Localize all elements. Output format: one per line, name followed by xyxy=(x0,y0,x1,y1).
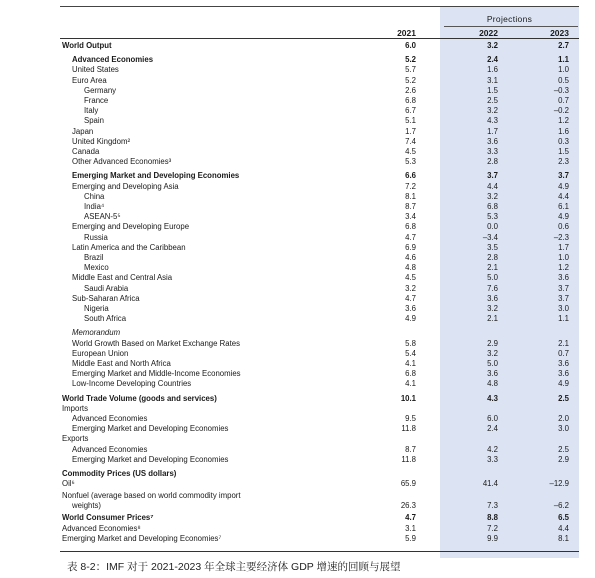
cell-2021: 6.7 xyxy=(405,106,416,116)
row-label: Emerging and Developing Europe xyxy=(72,222,190,232)
cell-2021: 4.1 xyxy=(405,379,416,389)
cell-2022: 3.1 xyxy=(487,75,498,85)
row-label: Brazil xyxy=(84,253,104,262)
cell-2021: 6.6 xyxy=(405,171,416,181)
table-row xyxy=(60,182,579,192)
cell-2021: 11.8 xyxy=(401,424,416,434)
cell-2021: 4.1 xyxy=(405,359,416,368)
cell-2022: 1.7 xyxy=(487,126,498,136)
cell-2023: 4.4 xyxy=(558,191,569,201)
table-row xyxy=(60,394,579,404)
cell-2021: 6.8 xyxy=(405,369,416,379)
cell-2023: 1.2 xyxy=(558,116,569,126)
cell-2023: 3.7 xyxy=(558,171,569,181)
cell-2021: 3.2 xyxy=(405,283,416,293)
cell-2021: 6.8 xyxy=(405,96,416,105)
table-row xyxy=(60,513,579,523)
cell-2022: 3.2 xyxy=(487,304,498,313)
cell-2023: 2.9 xyxy=(558,454,569,464)
table-row xyxy=(60,96,579,106)
cell-2022: 3.2 xyxy=(487,348,498,358)
cell-2021: 5.1 xyxy=(405,116,416,126)
cell-2023: 3.0 xyxy=(558,424,569,434)
row-label: Other Advanced Economies³ xyxy=(72,157,172,167)
table-row xyxy=(60,534,579,544)
table-row xyxy=(60,314,579,324)
table-row xyxy=(60,116,579,126)
cell-2023: 1.1 xyxy=(558,55,569,65)
cell-2021: 8.1 xyxy=(405,191,416,201)
table-row xyxy=(60,243,579,253)
table-row xyxy=(60,359,579,369)
cell-2023: 2.0 xyxy=(558,414,569,423)
cell-2023: 1.2 xyxy=(558,263,569,273)
cell-2023: 1.7 xyxy=(558,242,569,252)
cell-2021: 5.7 xyxy=(405,65,416,75)
cell-2022: 3.6 xyxy=(487,293,498,303)
cell-2023: 3.7 xyxy=(558,283,569,293)
table-row xyxy=(60,202,579,212)
table-row xyxy=(60,369,579,379)
cell-2022: 4.2 xyxy=(487,444,498,454)
cell-2021: 7.2 xyxy=(405,181,416,191)
cell-2023: 0.7 xyxy=(558,348,569,358)
cell-2022: 7.2 xyxy=(487,523,498,533)
table-row xyxy=(60,455,579,465)
table-row xyxy=(60,379,579,389)
row-label: Middle East and Central Asia xyxy=(72,273,173,283)
row-label: World Trade Volume (goods and services) xyxy=(62,393,217,403)
table-row xyxy=(60,491,579,501)
cell-2021: 4.5 xyxy=(405,147,416,156)
cell-2022: 4.8 xyxy=(487,379,498,389)
cell-2022: 8.8 xyxy=(487,513,498,523)
row-label: Nigeria xyxy=(84,304,109,313)
cell-2021: 6.8 xyxy=(405,222,416,232)
cell-2021: 4.8 xyxy=(405,263,416,273)
row-label: Italy xyxy=(84,106,99,116)
cell-2023: –0.2 xyxy=(553,106,569,116)
row-label: Emerging Market and Developing Economies xyxy=(72,454,229,464)
cell-2022: –3.4 xyxy=(482,232,498,242)
cell-2021: 4.5 xyxy=(405,273,416,283)
table-row xyxy=(60,41,579,51)
cell-2023: 2.7 xyxy=(558,41,569,50)
cell-2023: 3.7 xyxy=(558,293,569,303)
cell-2023: 3.6 xyxy=(558,369,569,379)
table-row xyxy=(60,55,579,65)
cell-2022: 4.3 xyxy=(487,393,498,403)
table-row xyxy=(60,233,579,243)
cell-2023: 3.6 xyxy=(558,273,569,283)
table-row xyxy=(60,424,579,434)
row-label: Imports xyxy=(62,403,88,413)
table-row xyxy=(60,284,579,294)
row-label: Spain xyxy=(84,116,104,126)
cell-2023: 2.1 xyxy=(558,338,569,348)
cell-2023: 8.1 xyxy=(558,533,569,543)
table-row xyxy=(60,524,579,534)
row-label: Oil⁶ xyxy=(62,479,75,489)
table-row xyxy=(60,339,579,349)
table-top-rule xyxy=(60,6,579,7)
cell-2021: 8.7 xyxy=(405,202,416,211)
cell-2022: 3.3 xyxy=(487,454,498,464)
row-label: European Union xyxy=(72,348,129,358)
cell-2023: 4.4 xyxy=(558,523,569,533)
table-row xyxy=(60,192,579,202)
table-row xyxy=(60,222,579,232)
cell-2022: 2.8 xyxy=(487,253,498,262)
row-label: United States xyxy=(72,65,119,75)
table-row xyxy=(60,434,579,444)
cell-2022: 2.9 xyxy=(487,338,498,348)
row-label: Advanced Economies xyxy=(72,414,148,423)
cell-2023: 1.5 xyxy=(558,147,569,156)
row-label: India⁴ xyxy=(84,202,105,211)
cell-2023: 1.0 xyxy=(558,65,569,75)
cell-2021: 5.4 xyxy=(405,348,416,358)
cell-2023: 0.7 xyxy=(558,96,569,105)
row-label: France xyxy=(84,96,109,105)
cell-2023: 2.5 xyxy=(558,393,569,403)
cell-2023: 3.6 xyxy=(558,359,569,368)
table-row xyxy=(60,86,579,96)
cell-2022: 41.4 xyxy=(482,479,498,489)
table-row xyxy=(60,147,579,157)
row-label: Latin America and the Caribbean xyxy=(72,242,186,252)
cell-2022: 9.9 xyxy=(487,533,498,543)
cell-2023: –2.3 xyxy=(553,232,569,242)
table-bottom-rule xyxy=(60,551,579,552)
cell-2021: 10.1 xyxy=(400,393,416,403)
table-row xyxy=(60,212,579,222)
projections-header-rule xyxy=(444,26,578,27)
cell-2023: –0.3 xyxy=(553,85,569,95)
cell-2021: 4.7 xyxy=(405,232,416,242)
table-row xyxy=(60,349,579,359)
row-label: World Growth Based on Market Exchange Rates xyxy=(72,338,241,348)
row-label: Germany xyxy=(84,85,117,95)
row-label: Emerging Market and Middle-Income Economies xyxy=(72,369,241,379)
table-row xyxy=(60,294,579,304)
cell-2023: 4.9 xyxy=(558,212,569,222)
cell-2022: 3.2 xyxy=(487,106,498,116)
row-label: Euro Area xyxy=(72,75,107,85)
row-label: Memorandum xyxy=(72,328,121,338)
cell-2021: 6.9 xyxy=(405,242,416,252)
table-row xyxy=(60,404,579,414)
cell-2023: 0.3 xyxy=(558,136,569,146)
table-row xyxy=(60,171,579,181)
cell-2021: 4.9 xyxy=(405,314,416,324)
table-row xyxy=(60,501,579,511)
cell-2021: 4.6 xyxy=(405,253,416,262)
row-label: Middle East and North Africa xyxy=(72,359,171,368)
row-label: United Kingdom² xyxy=(72,136,131,146)
table-row xyxy=(60,137,579,147)
cell-2022: 2.8 xyxy=(487,157,498,167)
row-label: Emerging Market and Developing Economies⁷ xyxy=(62,533,222,543)
cell-2022: 5.0 xyxy=(487,359,498,368)
table-row xyxy=(60,76,579,86)
cell-2022: 1.5 xyxy=(487,85,498,95)
cell-2021: 3.6 xyxy=(405,304,416,313)
row-label: Advanced Economies xyxy=(72,444,148,454)
cell-2023: 0.5 xyxy=(558,75,569,85)
year-header-2022: 2022 xyxy=(479,28,498,38)
cell-2023: –12.9 xyxy=(549,479,569,489)
row-label: weights) xyxy=(72,501,102,511)
cell-2021: 7.4 xyxy=(405,136,416,146)
cell-2021: 3.1 xyxy=(405,523,416,533)
cell-2022: 4.4 xyxy=(487,181,498,191)
cell-2021: 11.8 xyxy=(401,454,416,464)
table-row xyxy=(60,273,579,283)
header-bottom-rule xyxy=(60,38,579,39)
row-label: Advanced Economies xyxy=(72,55,154,65)
cell-2022: 7.6 xyxy=(487,283,498,293)
row-label: Russia xyxy=(84,232,108,242)
cell-2023: 2.3 xyxy=(558,157,569,167)
cell-2022: 6.0 xyxy=(487,414,498,423)
cell-2022: 2.5 xyxy=(487,96,498,105)
row-label: Japan xyxy=(72,126,94,136)
cell-2021: 2.6 xyxy=(405,85,416,95)
cell-2022: 5.3 xyxy=(487,212,498,222)
table-row xyxy=(60,445,579,455)
year-header-2023: 2023 xyxy=(550,28,569,38)
cell-2021: 3.4 xyxy=(405,212,416,222)
cell-2022: 1.6 xyxy=(487,65,498,75)
row-label: World Output xyxy=(62,41,112,50)
cell-2023: 1.0 xyxy=(558,253,569,262)
table-row xyxy=(60,263,579,273)
row-label: South Africa xyxy=(84,314,127,324)
cell-2022: 7.3 xyxy=(487,501,498,511)
cell-2023: 0.6 xyxy=(558,222,569,232)
cell-2022: 3.2 xyxy=(487,191,498,201)
cell-2022: 3.6 xyxy=(487,369,498,379)
cell-2021: 4.7 xyxy=(405,293,416,303)
cell-2022: 2.4 xyxy=(487,55,498,65)
row-label: Mexico xyxy=(84,263,109,273)
cell-2022: 5.0 xyxy=(487,273,498,283)
cell-2023: 1.6 xyxy=(558,126,569,136)
table-row xyxy=(60,469,579,479)
cell-2021: 5.3 xyxy=(405,157,416,167)
row-label: Commodity Prices (US dollars) xyxy=(62,469,177,478)
cell-2021: 8.7 xyxy=(405,444,416,454)
cell-2021: 5.9 xyxy=(405,533,416,543)
cell-2023: –6.2 xyxy=(553,501,569,511)
cell-2022: 3.3 xyxy=(487,147,498,156)
table-row xyxy=(60,127,579,137)
cell-2021: 5.8 xyxy=(405,338,416,348)
table-row xyxy=(60,304,579,314)
cell-2021: 4.7 xyxy=(405,513,416,523)
cell-2023: 6.5 xyxy=(558,513,569,523)
cell-2021: 9.5 xyxy=(405,414,416,423)
cell-2023: 2.5 xyxy=(558,444,569,454)
cell-2021: 6.0 xyxy=(405,41,416,50)
cell-2022: 3.7 xyxy=(487,171,498,181)
table-row xyxy=(60,414,579,424)
row-label: Exports xyxy=(62,434,89,444)
cell-2023: 3.0 xyxy=(558,304,569,313)
cell-2021: 5.2 xyxy=(405,75,416,85)
projections-header: Projections xyxy=(486,14,533,24)
row-label: Low-Income Developing Countries xyxy=(72,379,192,389)
cell-2022: 0.0 xyxy=(487,222,498,232)
row-label: China xyxy=(84,191,105,201)
cell-2022: 4.3 xyxy=(487,116,498,126)
cell-2021: 5.2 xyxy=(405,55,416,65)
row-label: Sub-Saharan Africa xyxy=(72,293,140,303)
cell-2023: 4.9 xyxy=(558,379,569,389)
cell-2021: 65.9 xyxy=(400,479,416,489)
row-label: Nonfuel (average based on world commodity import xyxy=(62,491,241,501)
row-label: Saudi Arabia xyxy=(84,283,129,293)
cell-2022: 3.2 xyxy=(487,41,498,50)
cell-2022: 2.4 xyxy=(487,424,498,434)
table-row xyxy=(60,65,579,75)
cell-2022: 6.8 xyxy=(487,202,498,211)
row-label: Emerging Market and Developing Economies xyxy=(72,171,240,181)
table-row xyxy=(60,253,579,263)
cell-2021: 1.7 xyxy=(405,126,416,136)
cell-2022: 3.5 xyxy=(487,242,498,252)
table-caption: 表 8-2：IMF 对于 2021-2023 年全球主要经济体 GDP 增速的回顾与展望 xyxy=(67,561,401,573)
table-row xyxy=(60,157,579,167)
row-label: Emerging Market and Developing Economies xyxy=(72,424,229,434)
cell-2022: 3.6 xyxy=(487,136,498,146)
year-header-2021: 2021 xyxy=(397,28,416,38)
row-label: World Consumer Prices⁷ xyxy=(62,513,154,523)
cell-2023: 4.9 xyxy=(558,181,569,191)
cell-2021: 26.3 xyxy=(400,501,416,511)
table-row xyxy=(60,328,579,338)
table-row xyxy=(60,106,579,116)
projections-table xyxy=(60,6,579,546)
cell-2022: 2.1 xyxy=(487,314,498,324)
cell-2022: 2.1 xyxy=(487,263,498,273)
row-label: Emerging and Developing Asia xyxy=(72,181,179,191)
row-label: Advanced Economies⁸ xyxy=(62,523,141,533)
row-label: Canada xyxy=(72,147,100,156)
row-label: ASEAN-5⁵ xyxy=(84,212,121,222)
cell-2023: 1.1 xyxy=(558,314,569,324)
table-row xyxy=(60,479,579,489)
cell-2023: 6.1 xyxy=(558,202,569,211)
